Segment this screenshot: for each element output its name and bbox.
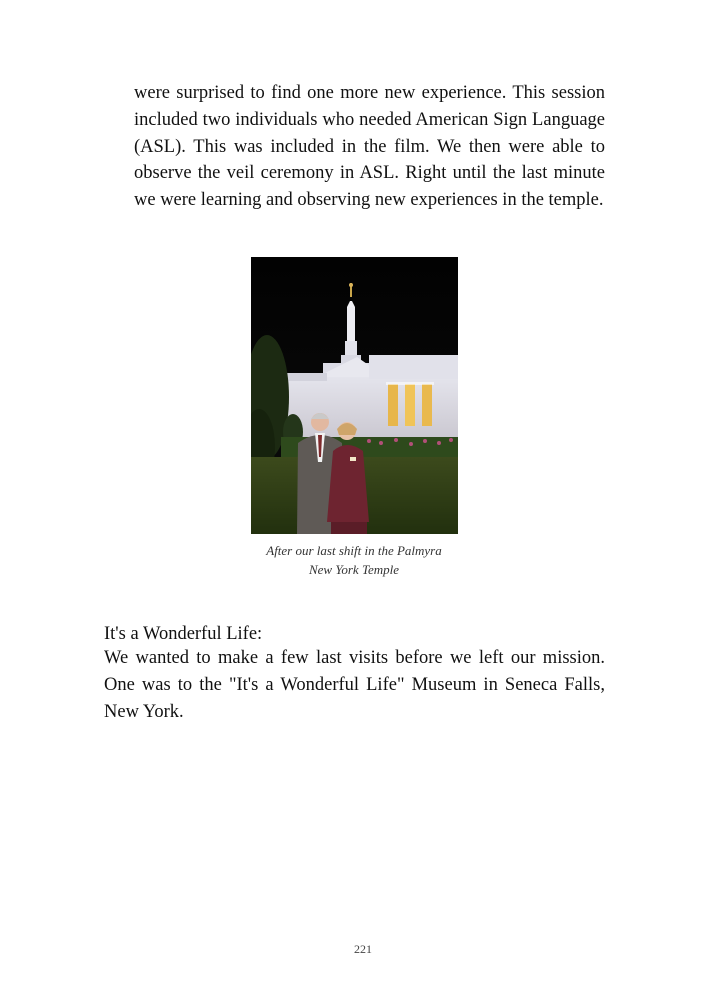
page-number: 221 bbox=[354, 942, 372, 956]
photo-caption bbox=[228, 541, 480, 579]
lit-window bbox=[388, 384, 398, 426]
lit-window bbox=[405, 384, 415, 426]
temple-photo-illustration bbox=[251, 257, 458, 534]
section-heading: It's a Wonderful Life: bbox=[104, 624, 263, 644]
photo-caption-line-1: After our last shift in the Palmyra bbox=[266, 543, 442, 558]
body-paragraph-museum: We wanted to make a few last visits before we left our mission. One was to the "It's a Wonderful Life" Museum in Seneca Falls, New York. bbox=[104, 648, 605, 722]
body-paragraph-temple: were surprised to find one more new experience. This session included two individuals who needed American Sign Language (ASL). This was included in the film. We then were able to observe the veil ceremony in ASL. Right until the last minute we were learning and observing new experiences in the temple. bbox=[134, 83, 605, 211]
temple-couple-photo bbox=[251, 257, 458, 534]
photo-caption-line-2: New York Temple bbox=[308, 562, 400, 577]
lit-window bbox=[422, 384, 432, 426]
